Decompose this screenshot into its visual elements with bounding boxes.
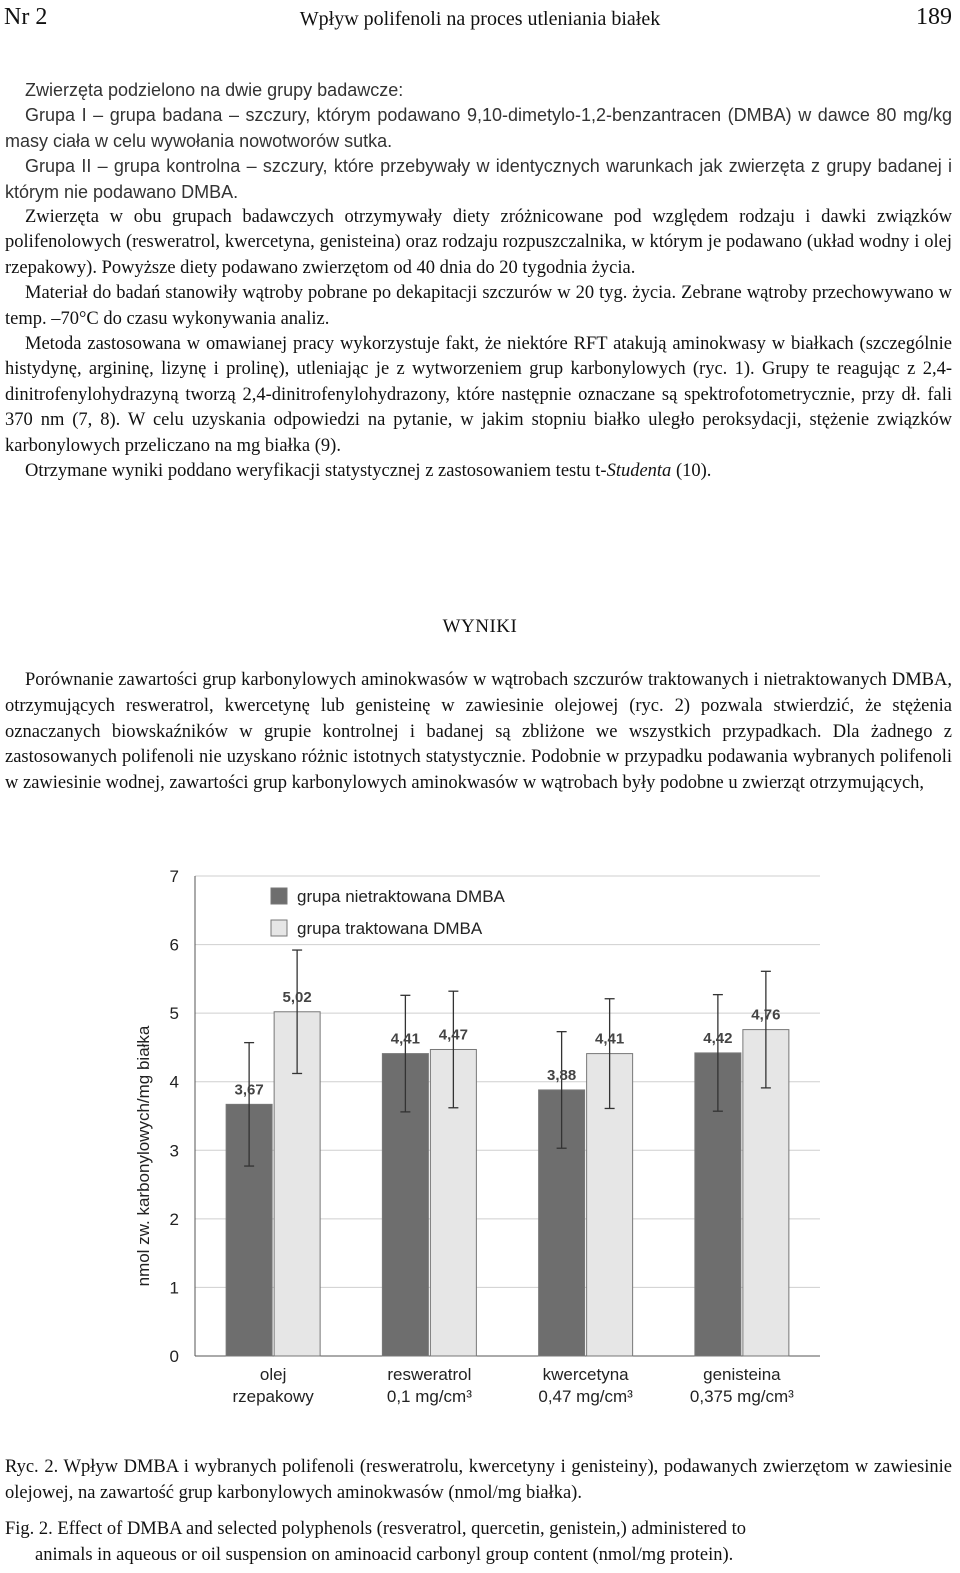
- methods-section: [5, 78, 952, 485]
- x-tick-label: 0,375 mg/cm³: [689, 1387, 794, 1406]
- data-label: 4,76: [751, 1006, 781, 1024]
- legend-entry: grupa traktowana DMBA: [297, 919, 483, 938]
- p7-text-a: Otrzymane wyniki poddano weryfikacji statystycznej z zastosowaniem testu t-: [25, 461, 607, 482]
- legend-swatch: [271, 888, 287, 904]
- results-paragraph-1: Porównanie zawartości grup karbonylowych aminokwasów w wątrobach szczurów traktowanych i nietraktowanych DMBA, otrzymujących resweratrol, kwercetynę lub genisteinę w zawiesinie olejowej (ryc. 2) pozwala stwierdzić, że stężenia oznaczanych biowskaźników w grupie kontrolnej i badanej są zbliżone we wszystkich przypadkach. Dla żadnego z zastosowanych polifenoli nie uzyskano różnic istotnych statystycznie. Podobnie w przypadku podawania wybranych polifenoli w zawiesinie wodnej, zawartości grup karbonylowych aminokwasów w wątrobach były podobne u zwierząt otrzymujących,: [5, 670, 952, 794]
- x-tick-label: genisteina: [703, 1365, 781, 1384]
- x-tick-label: 0,1 mg/cm³: [386, 1387, 472, 1406]
- y-tick-label: 5: [169, 1004, 179, 1024]
- caption-en-line-1: Fig. 2. Effect of DMBA and selected polyphenols (resveratrol, quercetin, genistein,) administered to: [5, 1519, 747, 1539]
- legend-entry: grupa nietraktowana DMBA: [297, 887, 505, 906]
- section-heading-results: WYNIKI: [442, 616, 518, 637]
- running-title: Wpływ polifenoli na proces utleniania białek: [299, 8, 661, 30]
- methods-paragraph-6: Metoda zastosowana w omawianej pracy wykorzystuje fakt, że niektóre RFT atakują aminokwasy w białkach (szczególnie histydynę, argininę, lizynę i prolinę), utleniając je z wytworzeniem grup karbonylowych (ryc. 1). Grupy te reagując z 2,4-dinitrofenylohydrazyną tworzą 2,4-dinitrofenylohydrazony, które następnie oznaczane są spektrofotometrycznie, przy dł. fali 370 nm (7, 8). W celu uzyskania odpowiedzi na pytanie, w jakim stopniu białko uległo peroksydacji, stężenie związków karbonylowych przeliczano na mg białka (9).: [5, 334, 952, 456]
- y-tick-label: 0: [169, 1347, 179, 1366]
- data-label: 4,42: [703, 1029, 733, 1047]
- x-tick-label: resweratrol: [387, 1365, 472, 1384]
- issue-number: Nr 2: [4, 4, 48, 30]
- page-number: 189: [916, 4, 952, 30]
- methods-paragraph-2: Grupa I – grupa badana – szczury, którym podawano 9,10-dimetylo-1,2-benzantracen (DMBA) w dawce 80 mg/kg masy ciała w celu wywołania nowotworów sutka.: [5, 105, 952, 151]
- data-label: 3,67: [234, 1081, 264, 1099]
- data-label: 4,41: [390, 1030, 420, 1048]
- methods-paragraph-4: Zwierzęta w obu grupach badawczych otrzymywały diety zróżnicowane pod względem rodzaju i dawki związków polifenolowych (resweratrol, kwercetyna, genisteina) oraz rodzaju rozpuszczalnika, w którym je podawano (układ wodny i olej rzepakowy). Powyższe diety podawano zwierzętom od 40 dnia do 20 tygodnia życia.: [5, 207, 952, 278]
- y-tick-label: 6: [169, 935, 179, 955]
- caption-en-line-2: animals in aqueous or oil suspension on aminoacid carbonyl group content (nmol/mg protein).: [35, 1545, 734, 1565]
- y-axis-label: nmol zw. karbonylowych/mg białka: [134, 1025, 153, 1287]
- page-header: [0, 4, 960, 34]
- y-tick-label: 1: [169, 1278, 179, 1298]
- chart-svg: [120, 860, 840, 1420]
- x-tick-label: 0,47 mg/cm³: [538, 1387, 633, 1406]
- x-tick-label: rzepakowy: [232, 1387, 314, 1406]
- y-tick-label: 3: [169, 1141, 179, 1161]
- bar-chart: [120, 860, 840, 1420]
- x-tick-label: kwercetyna: [542, 1365, 629, 1384]
- legend-swatch: [271, 920, 287, 936]
- p7-text-italic: Studenta: [606, 461, 672, 482]
- data-label: 5,02: [282, 988, 312, 1006]
- data-label: 3,88: [547, 1066, 577, 1084]
- figure-caption-en: [5, 1516, 952, 1568]
- p7-text-c: (10).: [671, 461, 712, 482]
- y-tick-label: 4: [169, 1072, 179, 1092]
- methods-paragraph-3: Grupa II – grupa kontrolna – szczury, które przebywały w identycznych warunkach jak zwierzęta z grupy badanej i którym nie podawano DMBA.: [5, 156, 952, 202]
- methods-paragraph-5: Materiał do badań stanowiły wątroby pobrane po dekapitacji szczurów w 20 tyg. życia. Zebrane wątroby przechowywano w temp. –70°C do czasu wykonywania analiz.: [5, 283, 952, 329]
- data-label: 4,41: [595, 1030, 625, 1048]
- methods-paragraph-7: [5, 459, 952, 484]
- x-tick-label: olej: [259, 1365, 287, 1384]
- data-label: 4,47: [438, 1026, 468, 1044]
- y-tick-label: 2: [169, 1209, 179, 1229]
- figure-caption-pl: Ryc. 2. Wpływ DMBA i wybranych polifenoli (resweratrolu, kwercetyny i genisteiny), podawanych zwierzętom w zawiesinie olejowej, na zawartość grup karbonylowych aminokwasów (nmol/mg białka).: [5, 1457, 952, 1503]
- methods-paragraph-1: Zwierzęta podzielono na dwie grupy badawcze:: [25, 80, 404, 100]
- y-tick-label: 7: [169, 867, 179, 886]
- results-section: [5, 668, 952, 797]
